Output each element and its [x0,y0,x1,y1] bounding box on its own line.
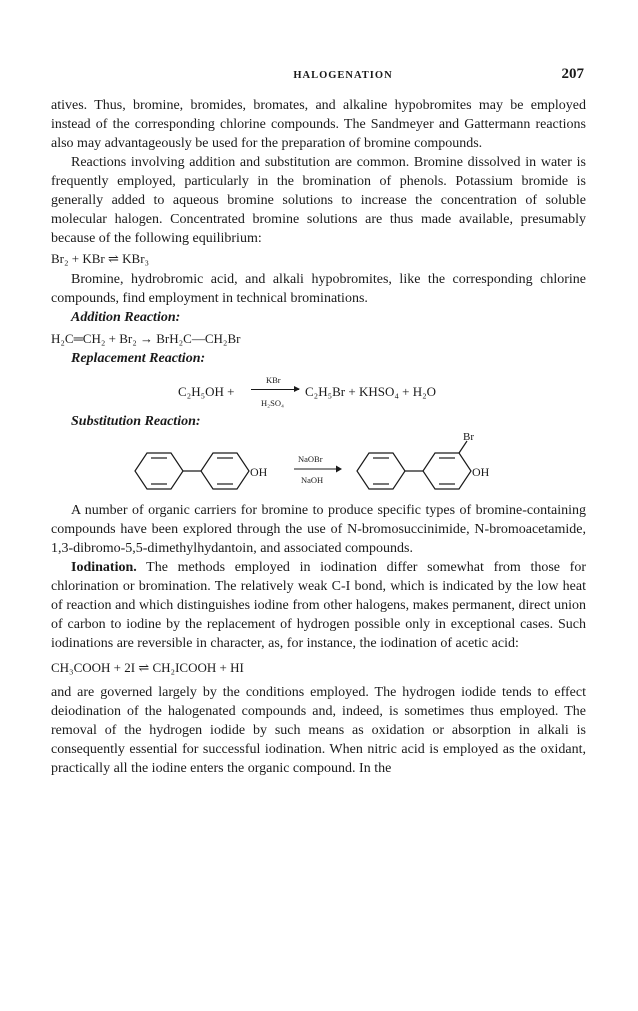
product-bromobiphenylol [357,441,471,489]
product-br-label: Br [463,431,474,443]
page-body [51,96,586,778]
running-title: HALOGENATION [293,70,393,81]
page-header [100,66,586,86]
paragraph-continuation: atives. Thus, bromine, bromides, bromates, and alkaline hypobromites may be employed instead of the corresponding chlorine compounds. The Sandmeyer and Gattermann reactions also may advantageously be used for the preparation of bromine compounds. [51,98,586,151]
replacement-condition-below: H₂SO₄ [261,398,284,408]
replacement-products: C₂H₅Br + KHSO₄ + H₂O [305,384,437,399]
replacement-reactant: C₂H₅OH + [178,384,235,399]
paragraph-iodination-text: The methods employed in iodination differ somewhat from those for chlorination or bromination. The relatively weak C-I bond, which is indicated by the low heat of reaction and which distinguishes iodine from other halogens, makes permanent, direct union of carbon to iodine by the replacement of hydrogen possible only in exceptional cases. Such iodinations are reversible in character, as, for instance, the iodination of acetic acid: [51,560,586,651]
substitution-condition-above: NaOBr [298,454,323,464]
substitution-condition-below: NaOH [301,475,324,485]
paragraph-iodination [51,558,586,653]
equation-substitution [51,431,586,495]
equation-addition: H₂C═CH₂ + Br₂ → BrH₂C—CH₂Br [51,331,241,346]
reactant-biphenylol [135,453,249,489]
paragraph-technical-brominations: Bromine, hydrobromic acid, and alkali hypobromites, like the corresponding chlorine compounds, find employment in technical brominations. [51,272,586,306]
paragraph-hydrogen-iodide: and are governed largely by the conditions employed. The hydrogen iodide tends to effect deiodination of the halogenated compounds and, indeed, is sometimes thus employed. The removal of the hydrogen iodide by such means as oxidation or absorption in alkali is consequently essential for successful iodination. When nitric acid is employed as the oxidant, practically all the iodine enters the organic compound. In the [51,685,586,776]
reactant-oh-label: OH [250,465,268,479]
substitution-structures [51,431,586,495]
equation-iodination: CH₃COOH + 2I ⇌ CH₂ICOOH + HI [51,660,244,675]
product-oh-label: OH [472,465,490,479]
equation-replacement [51,368,586,412]
equation-equilibrium: Br₂ + KBr ⇌ KBr₃ [51,251,150,266]
paragraph-bromine-water: Reactions involving addition and substitution are common. Bromine dissolved in water is frequently employed, particularly in the bromination of phenols. Potassium bromide is generally added to aqueous bromine solutions to increase the concentration of soluble molecular halogen. Concentrated bromine solutions are thus made available, presumably because of the following equilibrium: [51,155,586,246]
heading-substitution-reaction: Substitution Reaction: [71,414,201,429]
page-number: 207 [561,66,584,82]
substitution-arrowhead [336,466,342,473]
replacement-condition-above: KBr [266,375,281,385]
heading-iodination: Iodination. [71,560,137,575]
heading-addition-reaction: Addition Reaction: [71,310,181,325]
replacement-arrow [251,389,299,390]
heading-replacement-reaction: Replacement Reaction: [71,351,206,366]
paragraph-organic-carriers: A number of organic carriers for bromine to produce specific types of bromine-containing compounds have been explored through the use of N-bromosuccinimide, N-bromoacetamide, 1,3-dibromo-5,5-dimethylhydantoin, and associated compounds. [51,503,586,556]
